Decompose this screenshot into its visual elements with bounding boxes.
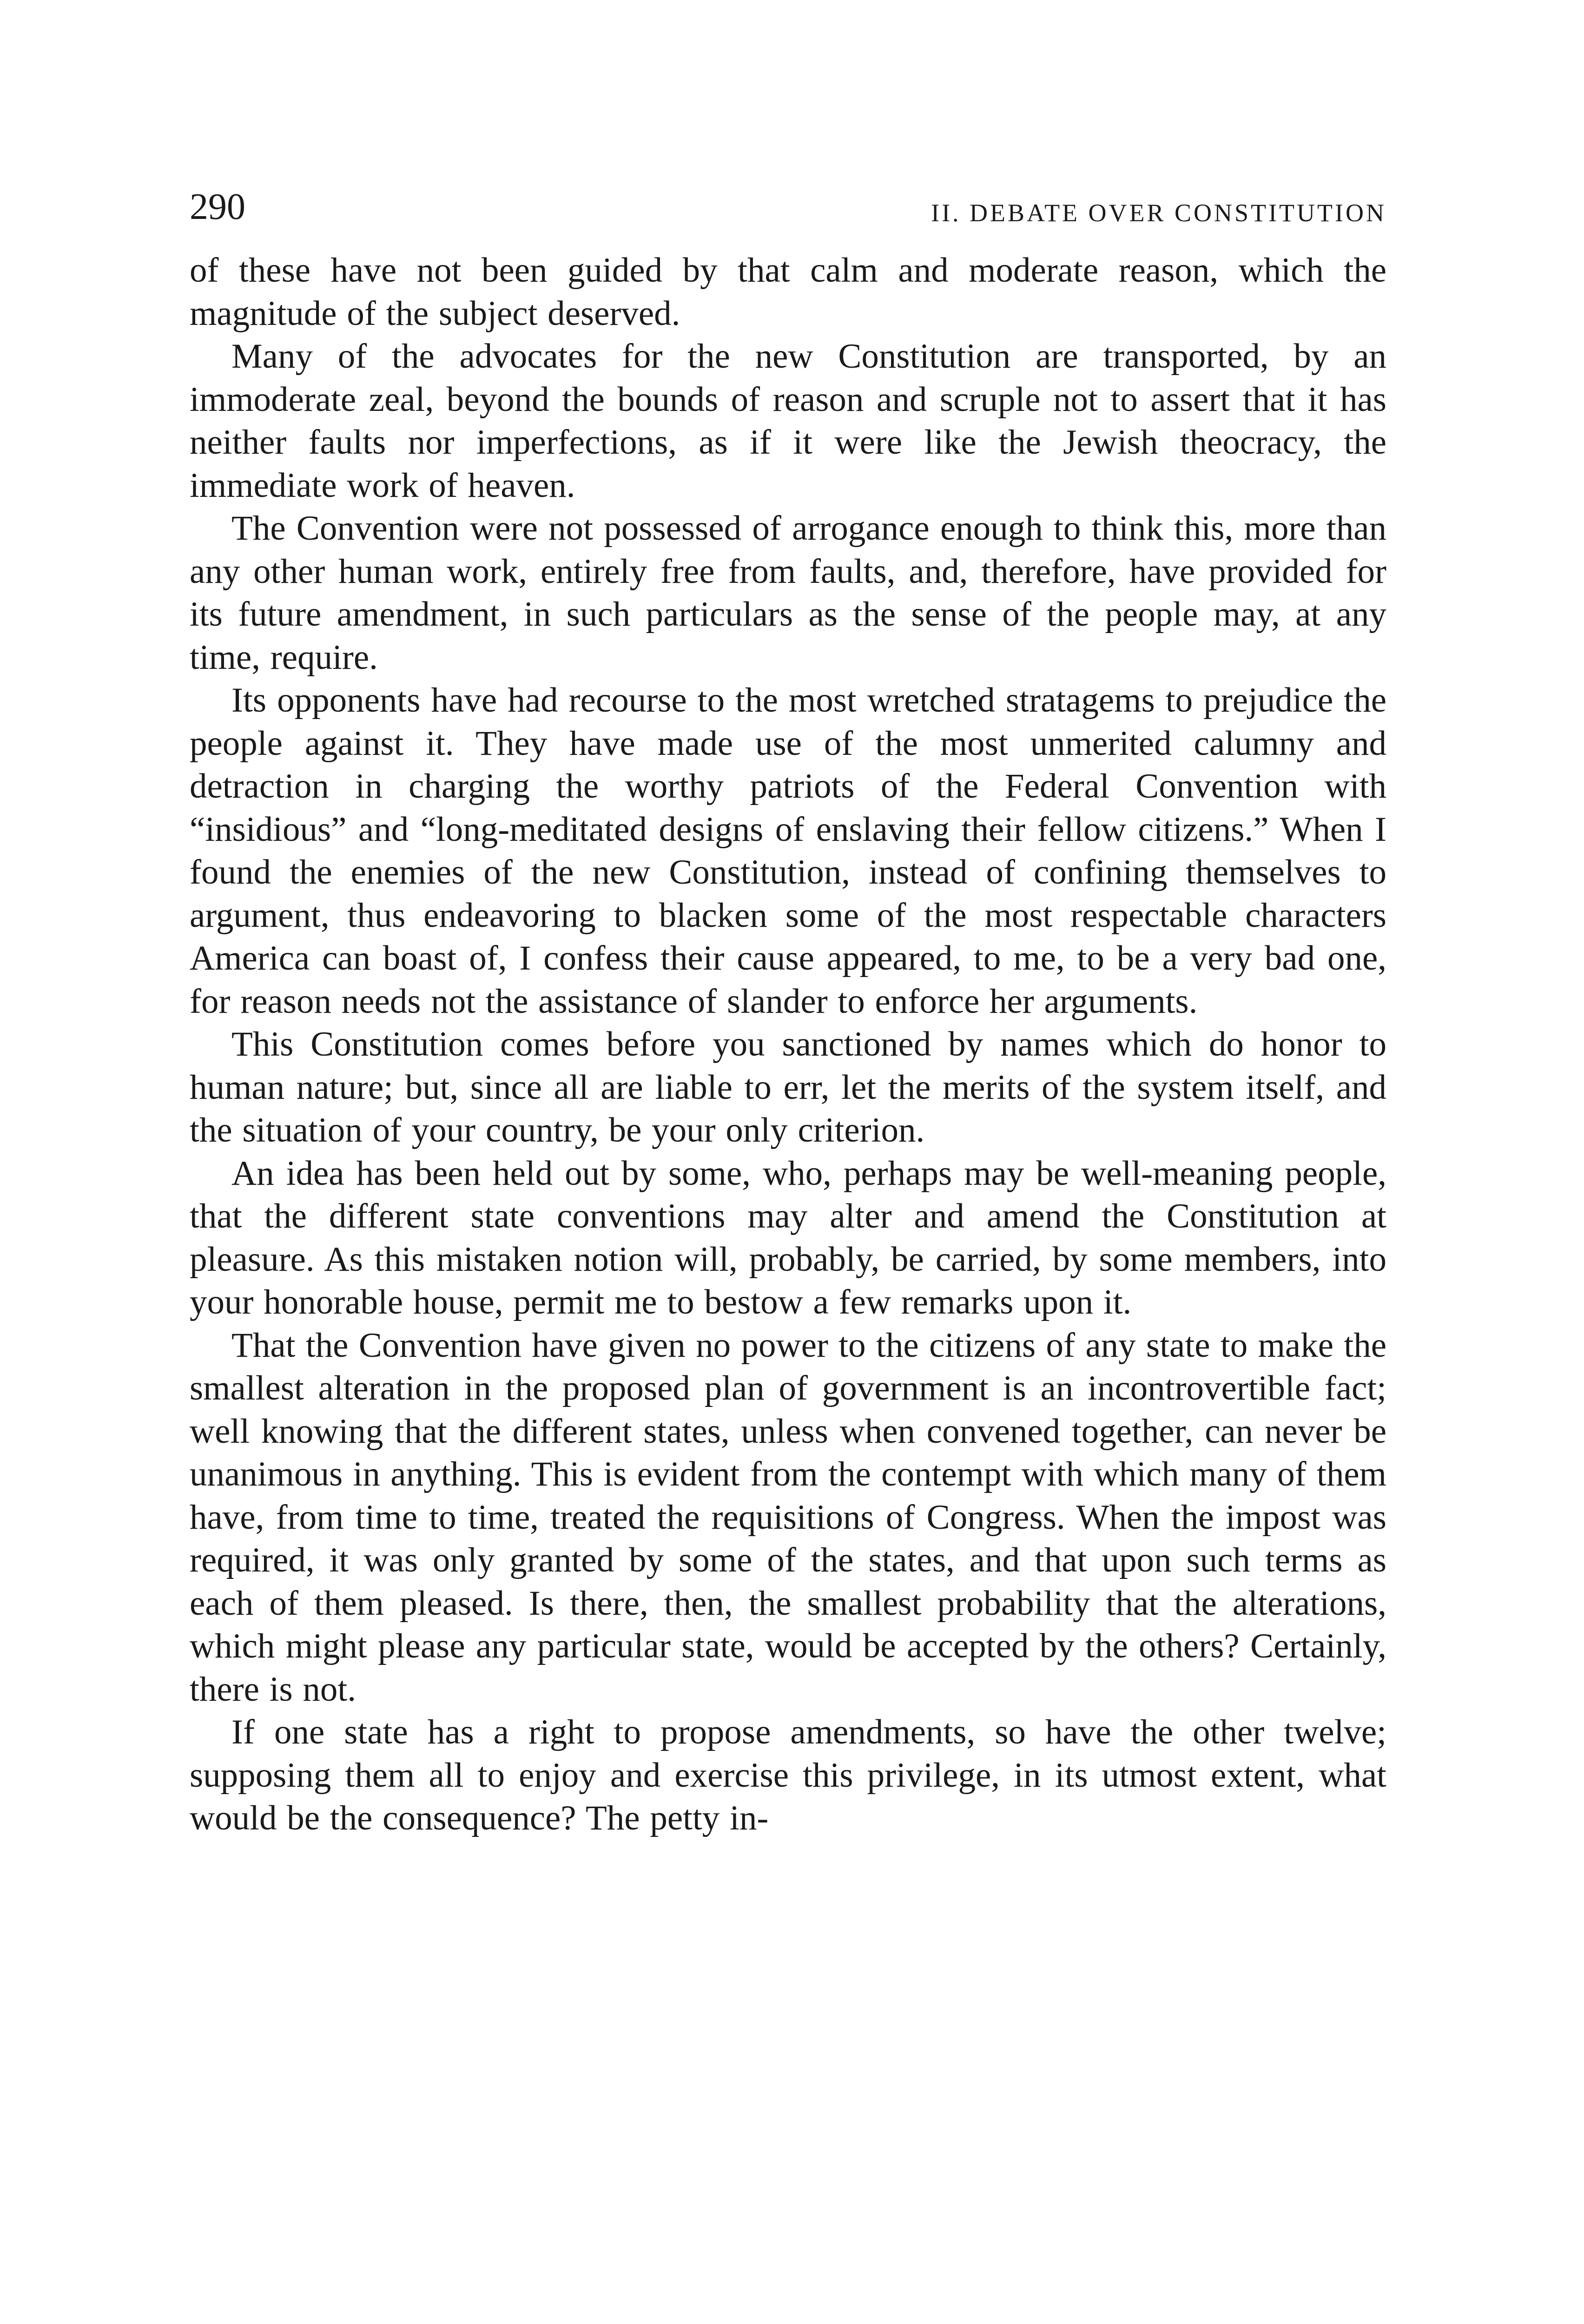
paragraph: Its opponents have had recourse to the most wretched stratagems to prejudice the people against it. They have made use of the most unmerited calumny and detraction in charging the worthy patriots of the Federal Convention with “insidious” and “long-meditated designs of enslaving their fellow citizens.” When I found the enemies of the new Constitution, instead of confining themselves to argument, thus endeavoring to blacken some of the most respectable characters America can boast of, I confess their cause appeared, to me, to be a very bad one, for reason needs not the assistance of slander to enforce her arguments. bbox=[190, 681, 1386, 1021]
paragraph: Many of the advocates for the new Constitution are transported, by an immoderate zeal, beyond the bounds of reason and scruple not to assert that it has neither faults nor imperfections, as if it were like the Jewish theocracy, the immediate work of heaven. bbox=[190, 337, 1386, 505]
paragraph: If one state has a right to propose amendments, so have the other twelve; supposing them all to enjoy and exercise this privilege, in its utmost extent, what would be the consequence? The petty in- bbox=[190, 1713, 1386, 1837]
paragraph: This Constitution comes before you sanctioned by names which do honor to human nature; but, since all are liable to err, let the merits of the system itself, and the situation of your country, be your only criterion. bbox=[190, 1025, 1386, 1149]
paragraph: That the Convention have given no power to the citizens of any state to make the smallest alteration in the proposed plan of government is an incontrovertible fact; well knowing that the different states, unless when convened together, can never be unanimous in anything. This is evident from the contempt with which many of them have, from time to time, treated the requisitions of Congress. When the impost was required, it was only granted by some of the states, and that upon such terms as each of them pleased. Is there, then, the smallest probability that the alterations, which might please any particular state, would be accepted by the others? Certainly, there is not. bbox=[190, 1326, 1386, 1709]
page-number: 290 bbox=[190, 186, 245, 227]
paragraph: The Convention were not possessed of arrogance enough to think this, more than any other human work, entirely free from faults, and, therefore, have provided for its future amendment, in such particulars as the sense of the people may, at any time, require. bbox=[190, 509, 1386, 677]
body-text bbox=[190, 249, 1386, 1840]
paragraph: An idea has been held out by some, who, perhaps may be well-meaning people, that the different state conventions may alter and amend the Constitution at pleasure. As this mistaken notion will, probably, be carried, by some members, into your honorable house, permit me to bestow a few remarks upon it. bbox=[190, 1154, 1386, 1321]
running-header bbox=[190, 181, 1386, 232]
paragraph-continued: of these have not been guided by that calm and moderate reason, which the magnitude of the subject deserved. bbox=[190, 251, 1386, 333]
document-page bbox=[190, 181, 1386, 1840]
section-title: II. DEBATE OVER CONSTITUTION bbox=[931, 199, 1386, 227]
